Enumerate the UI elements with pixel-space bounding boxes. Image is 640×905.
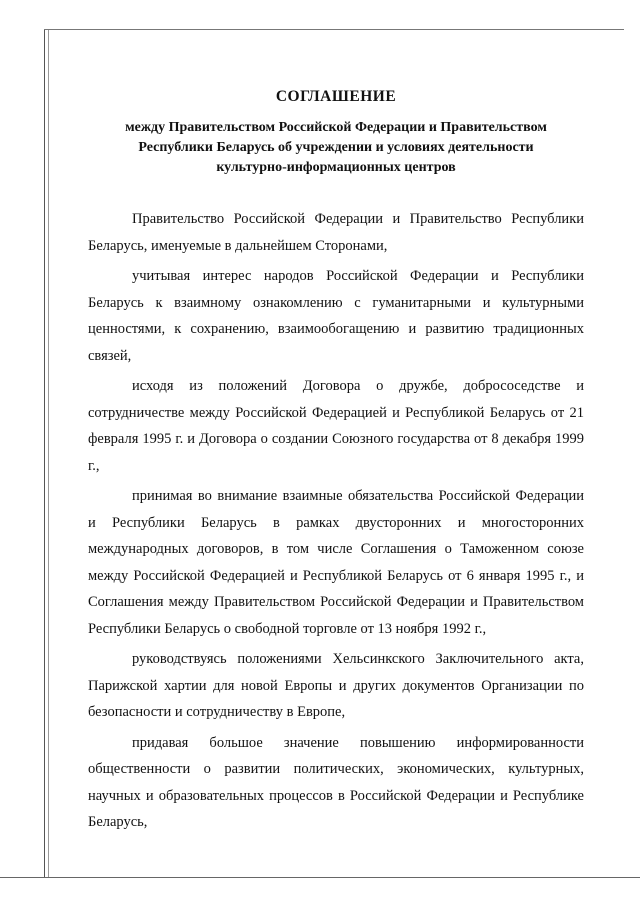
document-subtitle <box>88 118 584 178</box>
subtitle-line: культурно-информационных центров <box>216 160 456 175</box>
paragraph-mutual-obligations: принимая во внимание взаимные обязательства Российской Федерации и Республики Беларусь в рамках двусторонних и многосторонних международных договоров, в том числе Соглашения о Таможенном союзе между Российской Федерацией и Республикой Беларусь от 6 января 1995 г., и Соглашения между Правительством Российской Федерации и Правительством Республики Беларусь о свободной торговле от 13 ноября 1992 г., <box>88 488 584 637</box>
document-title: СОГЛАШЕНИЕ <box>275 88 397 105</box>
paragraph-treaty-provisions: исходя из положений Договора о дружбе, добрососедстве и сотрудничестве между Российской Федерацией и Республикой Беларусь от 21 февраля 1995 г. и Договора о создании Союзного государства от 8 декабря 1999 г., <box>88 378 584 474</box>
subtitle-line: между Правительством Российской Федерации и Правительством <box>125 120 547 135</box>
scan-edge-top <box>44 29 624 30</box>
paragraph-helsinki-act: руководствуясь положениями Хельсинкского Заключительного акта, Парижской хартии для новой Европы и других документов Организации по безопасности и сотрудничеству в Европе, <box>88 651 584 720</box>
paragraph-parties: Правительство Российской Федерации и Правительство Республики Беларусь, именуемые в дальнейшем Сторонами, <box>88 211 584 254</box>
scan-edge-left <box>44 30 45 878</box>
paragraph-considering-interest: учитывая интерес народов Российской Федерации и Республики Беларусь к взаимному ознакомлению с гуманитарными и культурными ценностями, к сохранению, взаимообогащению и развитию традиционных связей, <box>88 268 584 364</box>
paragraph-public-awareness: придавая большое значение повышению информированности общественности о развитии политических, экономических, культурных, научных и образовательных процессов в Российской Федерации и Республике Беларусь, <box>88 734 584 830</box>
scan-edge-left-inner <box>48 30 49 878</box>
scan-edge-bottom <box>0 877 640 878</box>
document-page <box>88 88 584 840</box>
subtitle-line: Республики Беларусь об учреждении и условиях деятельности <box>138 140 534 155</box>
